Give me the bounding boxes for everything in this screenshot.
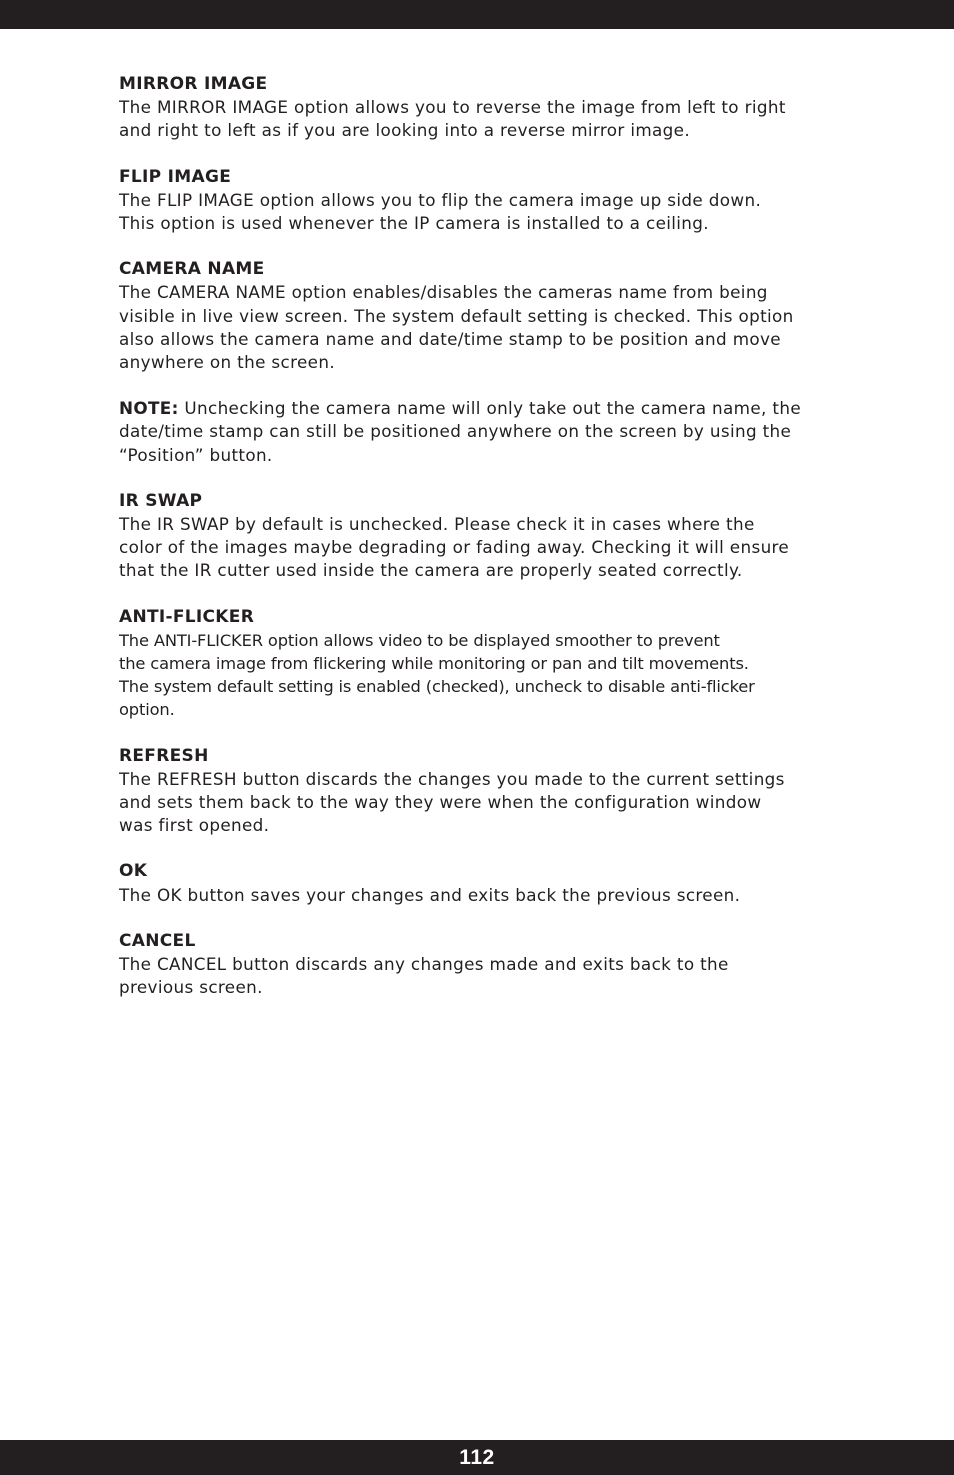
section-heading: MIRROR IMAGE: [119, 74, 268, 94]
page-number: 112: [459, 1446, 495, 1469]
section-mirror-image: [119, 73, 889, 143]
section-camera-name: [119, 258, 889, 374]
section-heading: OK: [119, 861, 148, 882]
section-body: The IR SWAP by default is unchecked. Please check it in cases where the color of the images maybe degrading or fading away. Checking it will ensure that the IR cutter used inside the camera are properly seated correctly.: [119, 514, 790, 581]
section-body: The CAMERA NAME option enables/disables the cameras name from being visible in live view screen. The system default setting is checked. This option also allows the camera name and date/time stamp to be position and move anywhere on the screen.: [119, 282, 794, 373]
section-body: The OK button saves your changes and exits back the previous screen.: [119, 884, 741, 905]
section-body: The MIRROR IMAGE option allows you to reverse the image from left to right and right to left as if you are looking into a reverse mirror image.: [119, 97, 786, 141]
section-refresh: [119, 745, 889, 838]
section-heading: IR SWAP: [119, 490, 203, 511]
section-anti-flicker: [119, 606, 889, 722]
section-cancel: [119, 930, 889, 1000]
section-body: The FLIP IMAGE option allows you to flip the camera image up side down. This option is used whenever the IP camera is installed to a ceiling.: [119, 189, 762, 234]
note-label: NOTE:: [119, 398, 179, 419]
section-heading: CAMERA NAME: [119, 259, 265, 280]
section-ir-swap: [119, 490, 889, 583]
note-paragraph: [119, 397, 889, 467]
section-body: The ANTI-FLICKER option allows video to be displayed smoother to prevent the camera image from flickering while monitoring or pan and tilt movements. The system default setting is enabled (checked), uncheck to disable anti-flicker option.: [119, 630, 755, 720]
section-heading: REFRESH: [119, 745, 209, 766]
page-content: [119, 73, 889, 1023]
footer-bar: [0, 1440, 954, 1475]
note-text: Unchecking the camera name will only take out the camera name, the date/time stamp can still be positioned anywhere on the screen by using the “Position” button.: [119, 398, 802, 465]
section-flip-image: [119, 166, 889, 236]
section-body: The CANCEL button discards any changes made and exits back to the previous screen.: [119, 954, 729, 998]
section-heading: CANCEL: [119, 930, 196, 951]
top-bar: [0, 0, 954, 29]
section-heading: ANTI-FLICKER: [119, 606, 255, 627]
note: [119, 397, 889, 467]
section-ok: [119, 860, 889, 906]
section-heading: FLIP IMAGE: [119, 166, 232, 187]
section-body: The REFRESH button discards the changes you made to the current settings and sets them back to the way they were when the configuration window was first opened.: [119, 768, 785, 836]
